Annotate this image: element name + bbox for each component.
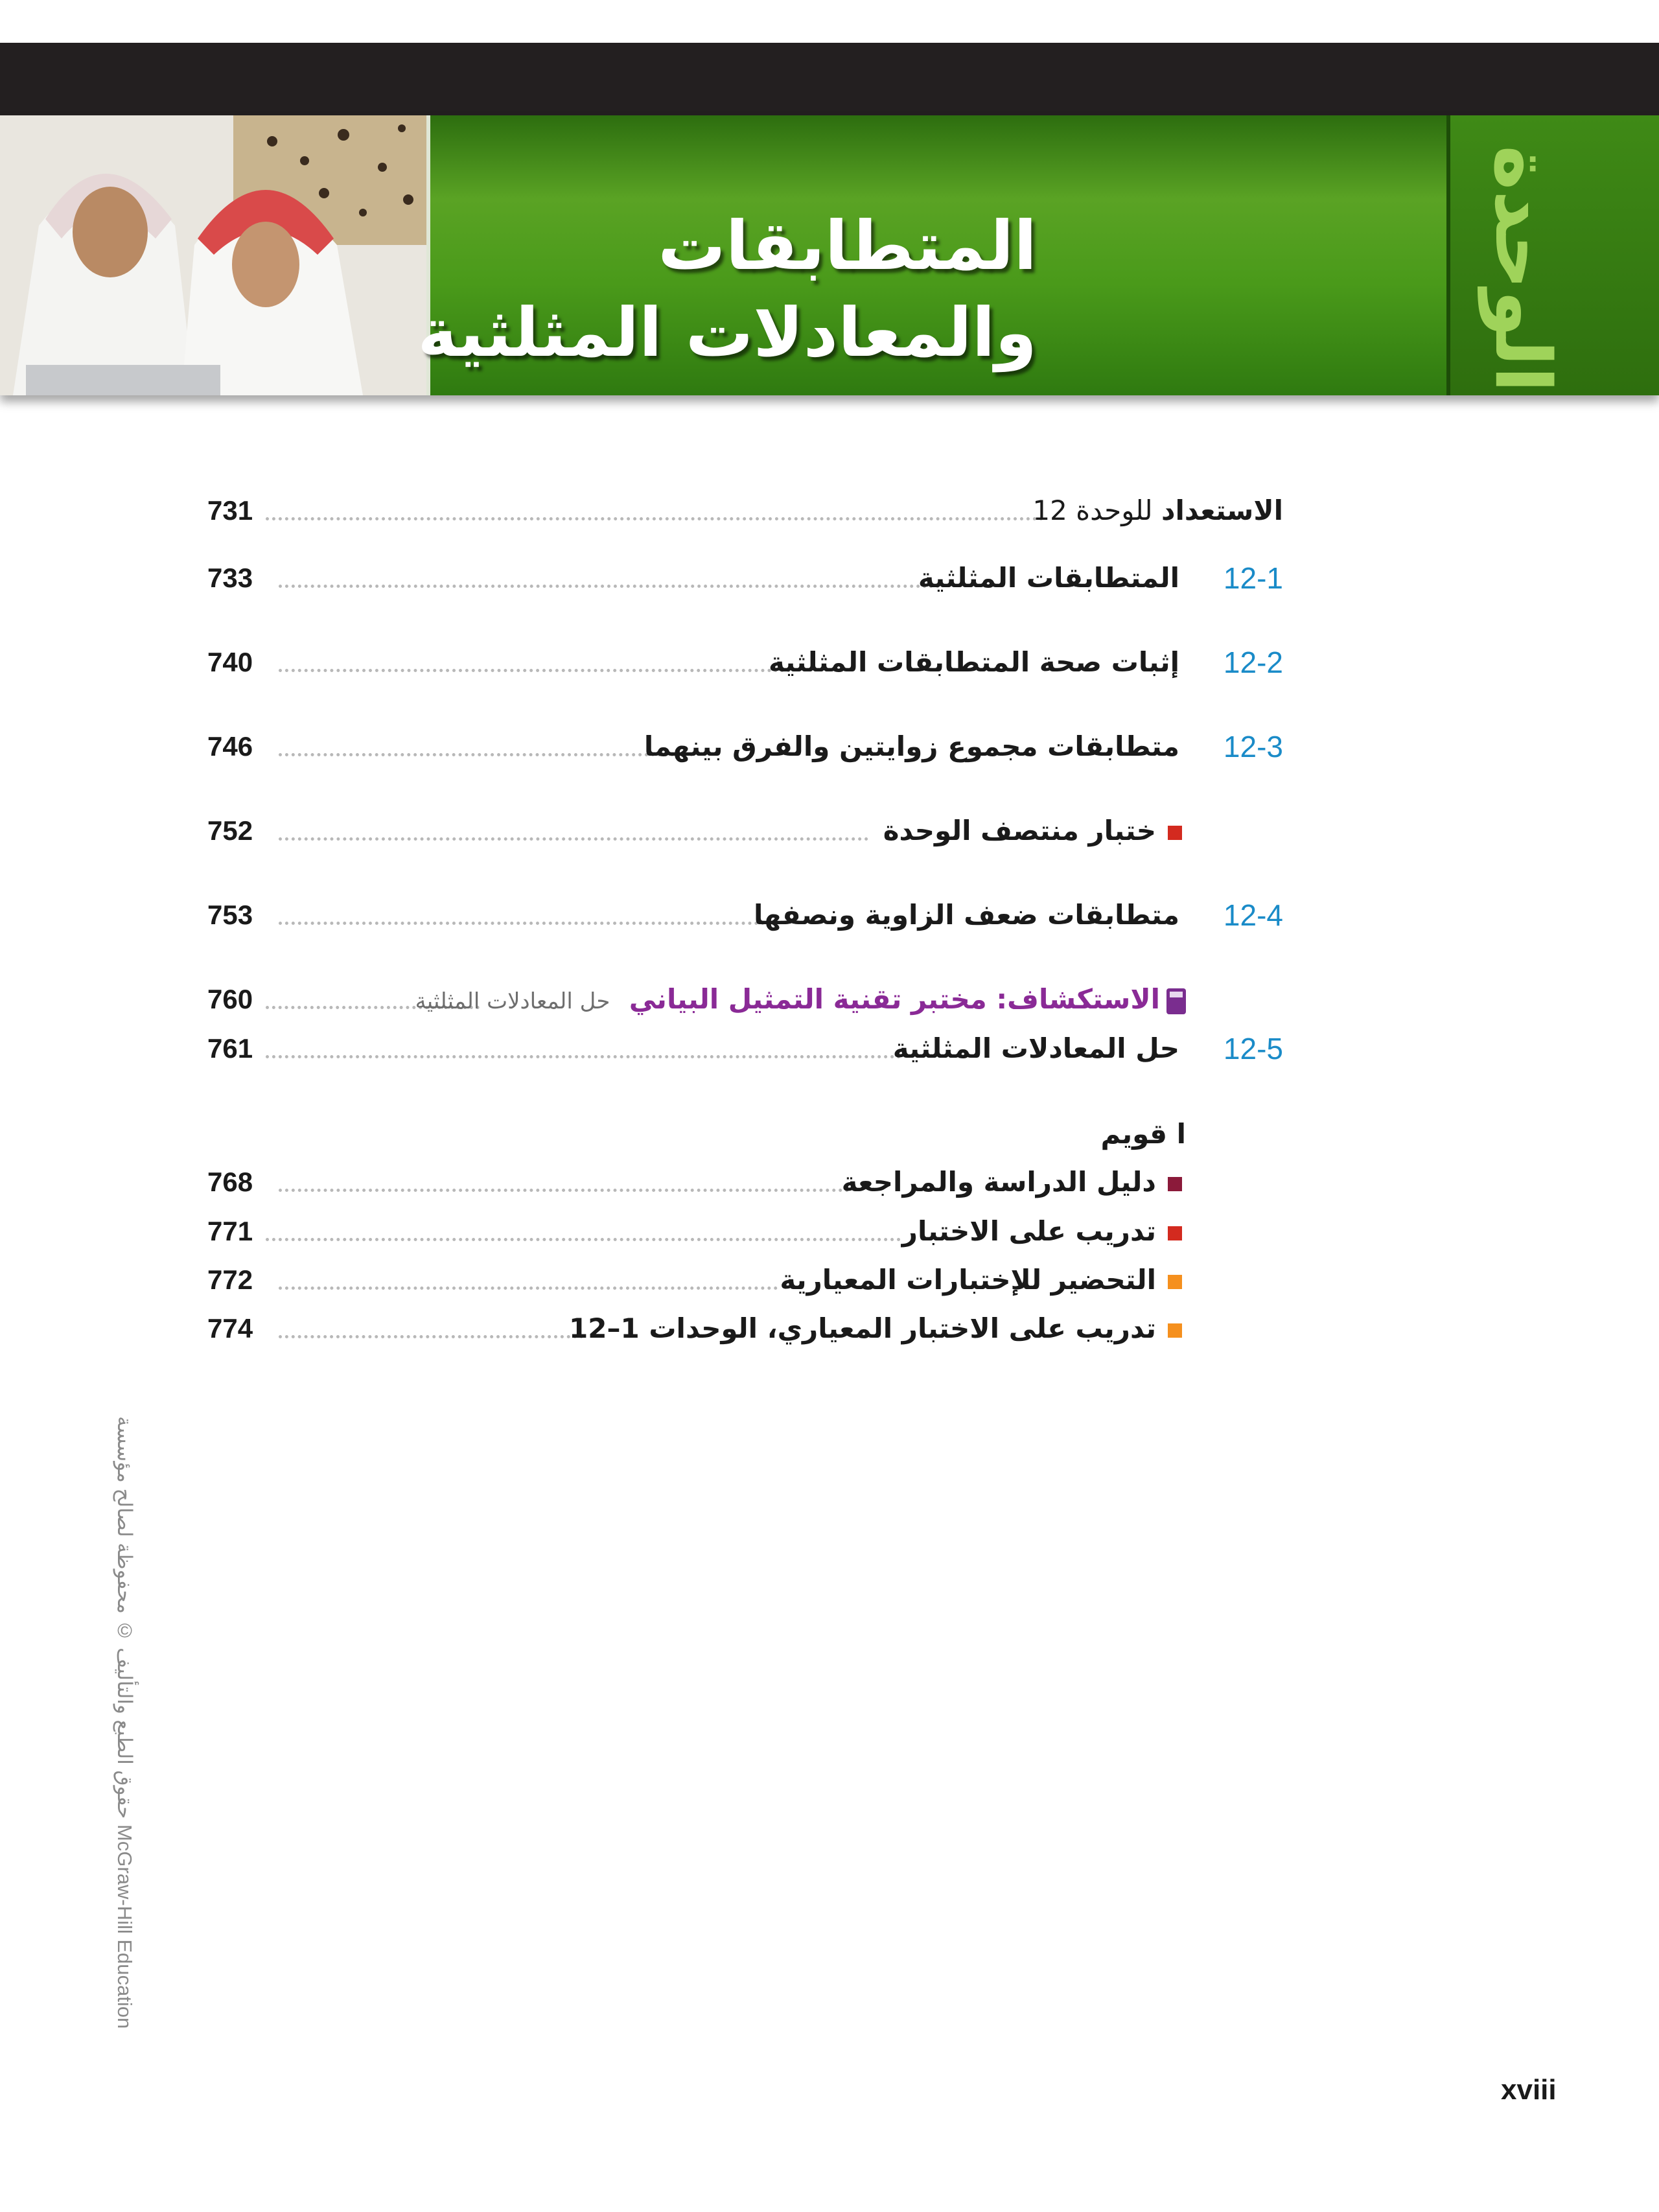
preparation-entry: الاستعداد للوحدة 12 — [1032, 495, 1283, 526]
banner-photo — [0, 115, 430, 395]
assessment-item: تدريب على الاختبار المعياري، الوحدات 1–12 — [569, 1303, 1182, 1355]
toc-row-preparation[interactable] — [0, 485, 1659, 537]
toc-row-lesson[interactable] — [0, 636, 1659, 688]
toc-row-assessment[interactable] — [0, 1254, 1659, 1306]
toc-row-lesson[interactable] — [0, 1023, 1659, 1075]
midchapter-quiz-title: ختبار منتصف الوحدة — [883, 805, 1182, 857]
page-number: 772 — [207, 1264, 253, 1295]
assessment-heading: ا قويم — [1100, 1118, 1186, 1150]
lesson-title: إثبات صحة المتطابقات المثلثية — [769, 646, 1179, 678]
lesson-number: 12-4 — [1223, 898, 1283, 932]
unit-label: الوحدة — [1478, 145, 1568, 393]
toc-row-midchapter-quiz[interactable] — [0, 805, 1659, 857]
leader-dots — [279, 669, 791, 672]
orange-square-icon — [1168, 1323, 1182, 1338]
leader-dots — [279, 1286, 778, 1290]
calculator-icon — [1166, 988, 1186, 1014]
leader-dots — [279, 922, 771, 925]
lesson-number: 12-1 — [1223, 561, 1283, 595]
leader-dots — [279, 1335, 583, 1338]
leader-dots — [279, 753, 693, 756]
chapter-title-line2: والمعادلات المثلثية — [417, 293, 1037, 372]
maroon-square-icon — [1168, 1177, 1182, 1191]
page-number: 774 — [207, 1313, 253, 1344]
page-number: 752 — [207, 815, 253, 846]
page-number: 768 — [207, 1167, 253, 1197]
lesson-title: متطابقات مجموع زوايتين والفرق بينهما — [644, 730, 1179, 762]
orange-square-icon — [1168, 1275, 1182, 1289]
leader-dots — [279, 1189, 849, 1192]
leader-dots — [266, 1238, 901, 1241]
toc-row-assessment[interactable] — [0, 1205, 1659, 1257]
page-number: 761 — [207, 1033, 253, 1064]
page-number: 740 — [207, 647, 253, 677]
assessment-item: تدريب على الاختبار — [902, 1205, 1182, 1257]
page-number: 746 — [207, 731, 253, 762]
assessment-item: التحضير للإختبارات المعيارية — [780, 1254, 1182, 1306]
lesson-number: 12-3 — [1223, 730, 1283, 763]
lesson-number: 12-5 — [1223, 1032, 1283, 1065]
page-number: 733 — [207, 563, 253, 593]
lesson-number: 12-2 — [1223, 646, 1283, 679]
toc-row-lesson[interactable] — [0, 552, 1659, 604]
toc-row-lesson[interactable] — [0, 721, 1659, 773]
page-number: 731 — [207, 495, 253, 526]
toc-row-assessment[interactable] — [0, 1303, 1659, 1355]
red-square-icon — [1168, 1226, 1182, 1240]
red-square-icon — [1168, 826, 1182, 840]
page-footer-number: xviii — [1501, 2074, 1557, 2106]
lesson-title: حل المعادلات المثلثية — [892, 1032, 1179, 1064]
lesson-title: متطابقات ضعف الزاوية ونصفها — [753, 899, 1179, 931]
page-number: 760 — [207, 984, 253, 1014]
students-photo-icon — [0, 115, 426, 395]
toc-row-lesson[interactable] — [0, 889, 1659, 941]
top-bar — [0, 43, 1659, 115]
assessment-item: دليل الدراسة والمراجعة — [842, 1156, 1182, 1208]
side-copyright-credit: حقوق الطبع والتأليف © محفوظة لصالح مؤسسة McGraw-Hill Education — [113, 1416, 136, 2029]
leader-dots — [279, 837, 868, 841]
lesson-title: المتطابقات المثلثية — [918, 562, 1179, 594]
leader-dots — [279, 585, 940, 588]
leader-dots — [266, 517, 1043, 520]
chapter-title-line1: المتطابقات — [658, 206, 1037, 285]
explore-entry: الاستكشاف: مختبر تقنية التمثيل البياني حل المعادلات المثلثية — [415, 973, 1186, 1027]
leader-dots — [266, 1055, 901, 1058]
page-number: 771 — [207, 1216, 253, 1246]
page-number: 753 — [207, 900, 253, 930]
toc-row-assessment[interactable] — [0, 1156, 1659, 1208]
toc-row-explore[interactable] — [0, 973, 1659, 1025]
